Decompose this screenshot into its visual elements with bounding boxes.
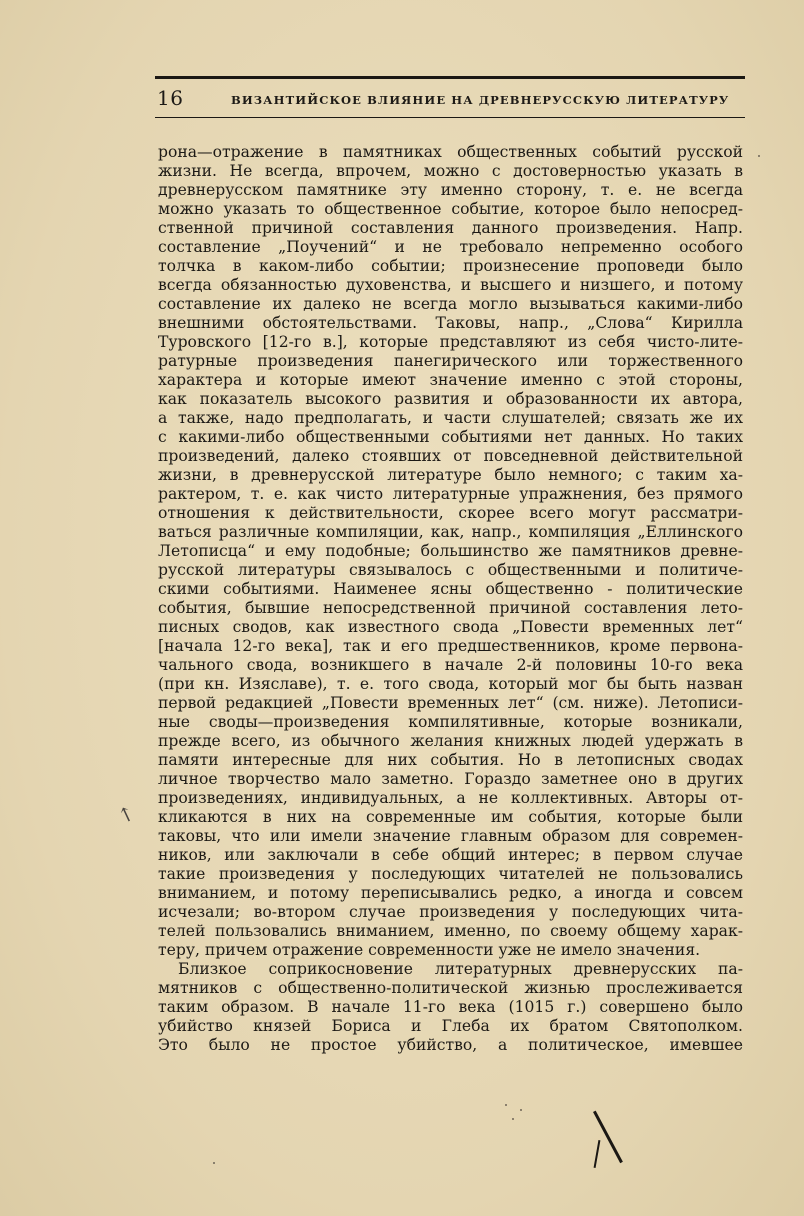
- text-line: характера и которые имеют значение именно с этой стороны,: [158, 371, 743, 389]
- text-line: Близкое соприкосновение литературных древнерусских па-: [178, 960, 743, 978]
- ink-stroke-mark: [594, 1140, 601, 1168]
- text-line: таким образом. В начале 11-го века (1015 г.) совершено было: [158, 998, 743, 1016]
- text-line: убийство князей Бориса и Глеба их братом Святополком.: [158, 1017, 743, 1035]
- text-line: кликаются в них на современные им события, которые были: [158, 808, 743, 826]
- paper-speck: [512, 1118, 514, 1120]
- body-text: [158, 143, 743, 1055]
- text-line: русской литературы связывалось с общественными и политиче-: [158, 561, 743, 579]
- text-line: телей пользовались вниманием, именно, по своему общему харак-: [158, 922, 743, 940]
- text-line: такие произведения у последующих читателей не пользовались: [158, 865, 743, 883]
- text-line: как показатель высокого развития и образованности их автора,: [158, 390, 743, 408]
- text-line: (при кн. Изяславе), т. е. того свода, который мог бы быть назван: [158, 675, 743, 693]
- paper-speck: [213, 1162, 215, 1164]
- margin-pencil-mark: ↖: [114, 799, 139, 829]
- text-line: ратурные произведения панегирического или торжественного: [158, 352, 743, 370]
- page-header: [155, 85, 745, 113]
- text-line: исчезали; во-втором случае произведения у последующих чита-: [158, 903, 743, 921]
- text-line: писных сводов, как известного свода „Повести временных лет“: [158, 618, 743, 636]
- paper-speck: [758, 155, 760, 157]
- paper-speck: [520, 1109, 522, 1111]
- text-line: рактером, т. е. как чисто литературные упражнения, без прямого: [158, 485, 743, 503]
- text-line: скими событиями. Наименее ясны общественно - политические: [158, 580, 743, 598]
- running-title: ВИЗАНТИЙСКОЕ ВЛИЯНИЕ НА ДРЕВНЕРУССКУЮ ЛИТЕРАТУРУ: [231, 93, 730, 107]
- text-line: события, бывшие непосредственной причиной составления лето-: [158, 599, 743, 617]
- text-line: произведений, далеко стоявших от повседневной действительной: [158, 447, 743, 465]
- text-line: рона—отражение в памятниках общественных событий русской: [158, 143, 743, 161]
- text-line: мятников с общественно-политической жизнью прослеживается: [158, 979, 743, 997]
- text-line: ваться различные компиляции, как, напр., компиляция „Еллинского: [158, 523, 743, 541]
- text-line: составление их далеко не всегда могло вызываться какими-либо: [158, 295, 743, 313]
- text-line: чального свода, возникшего в начале 2-й половины 10-го века: [158, 656, 743, 674]
- text-line: личное творчество мало заметно. Гораздо заметнее оно в других: [158, 770, 743, 788]
- text-line: вниманием, и потому переписывались редко, а иногда и совсем: [158, 884, 743, 902]
- text-line: произведениях, индивидуальных, а не коллективных. Авторы от-: [158, 789, 743, 807]
- text-line: первой редакцией „Повести временных лет“ (см. ниже). Летописи-: [158, 694, 743, 712]
- text-line: жизни, в древнерусской литературе было немного; с таким ха-: [158, 466, 743, 484]
- text-line: теру, причем отражение современности уже не имело значения.: [158, 941, 701, 959]
- text-line: ников, или заключали в себе общий интерес; в первом случае: [158, 846, 743, 864]
- header-rule-bottom: [155, 117, 745, 118]
- text-line: Летописца“ и ему подобные; большинство же памятников древне-: [158, 542, 743, 560]
- text-line: таковы, что или имели значение главным образом для современ-: [158, 827, 743, 845]
- text-line: с какими-либо общественными событиями нет данных. Но таких: [158, 428, 743, 446]
- text-line: ные своды—произведения компилятивные, которые возникали,: [158, 713, 743, 731]
- text-line: ственной причиной составления данного произведения. Напр.: [158, 219, 743, 237]
- text-line: составление „Поучений“ и не требовало непременно особого: [158, 238, 743, 256]
- header-rule-top: [155, 76, 745, 79]
- text-line: а также, надо предполагать, и части слушателей; связать же их: [158, 409, 743, 427]
- text-line: всегда обязанностью духовенства, и высшего и низшего, и потому: [158, 276, 743, 294]
- text-line: внешними обстоятельствами. Таковы, напр., „Слова“ Кирилла: [158, 314, 743, 332]
- text-line: прежде всего, из обычного желания книжных людей удержать в: [158, 732, 743, 750]
- paper-speck: [505, 1104, 507, 1106]
- text-line: можно указать то общественное событие, которое было непосред-: [158, 200, 743, 218]
- text-line: древнерусском памятнике эту именно сторону, т. е. не всегда: [158, 181, 743, 199]
- text-line: [начала 12-го века], так и его предшественников, кроме первона-: [158, 637, 743, 655]
- text-line: Это было не простое убийство, а политическое, имевшее: [158, 1036, 743, 1054]
- text-line: толчка в каком-либо событии; произнесение проповеди было: [158, 257, 743, 275]
- text-line: жизни. Не всегда, впрочем, можно с достоверностью указать в: [158, 162, 743, 180]
- text-line: Туровского [12-го в.], которые представляют из себя чисто-лите-: [158, 333, 743, 351]
- page-number: 16: [157, 86, 184, 110]
- text-line: памяти интересные для них события. Но в летописных сводах: [158, 751, 743, 769]
- text-line: отношения к действительности, скорее всего могут рассматри-: [158, 504, 743, 522]
